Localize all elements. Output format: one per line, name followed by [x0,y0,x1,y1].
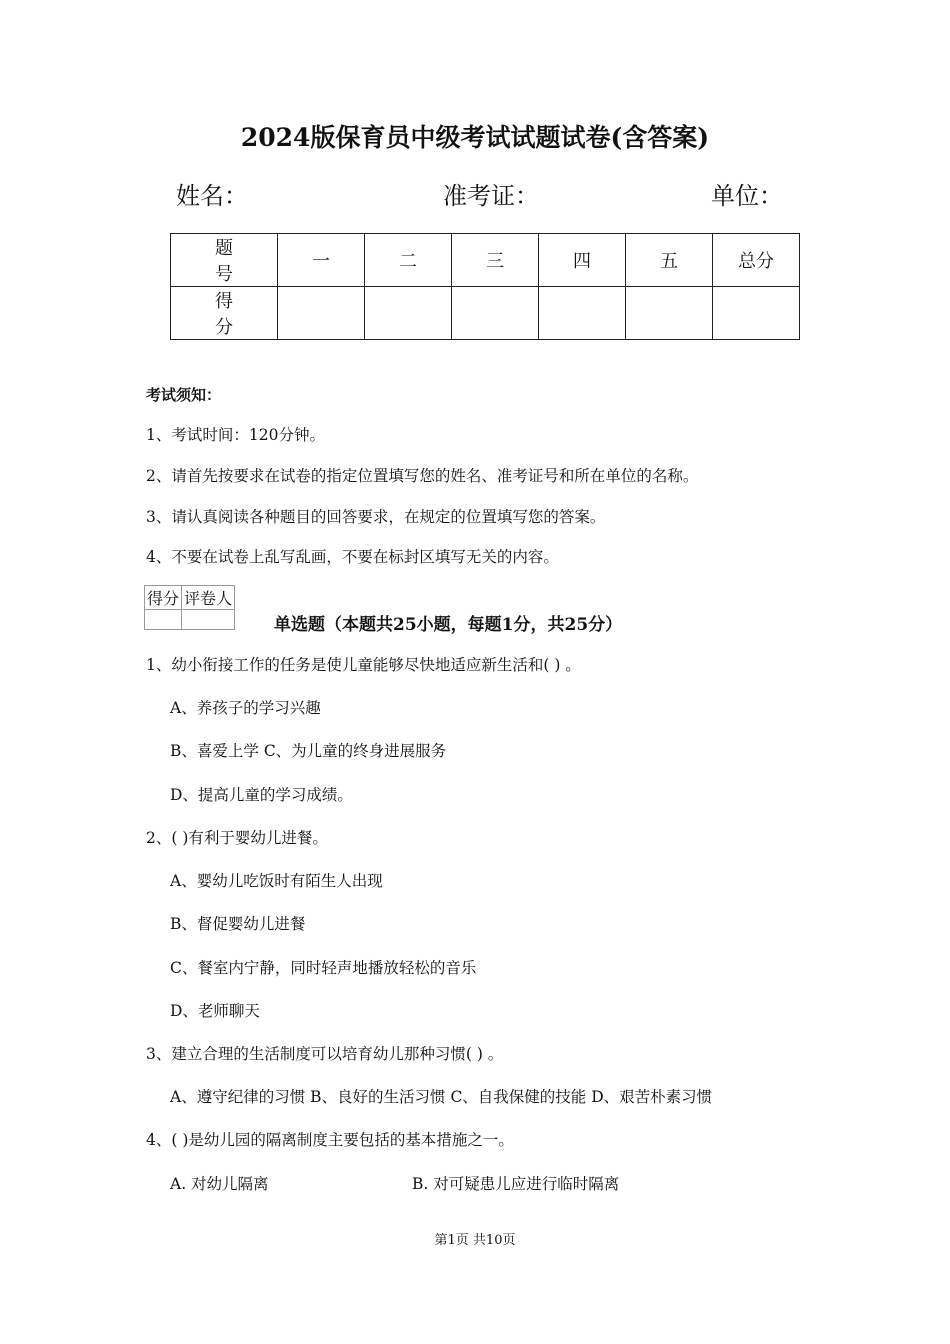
score-cell[interactable] [626,287,713,340]
score-cell[interactable] [713,287,800,340]
unit-label: 单位： [711,182,783,210]
score-header-cell: 总分 [713,234,800,287]
score-header-cell: 一 [278,234,365,287]
page-title: 2024版保育员中级考试试题试卷(含答案) [240,123,710,152]
score-header-cell: 二 [365,234,452,287]
question-stem: 1、幼小衔接工作的任务是使儿童能够尽快地适应新生活和( ) 。 [146,656,581,674]
notice-heading: 考试须知： [146,386,222,404]
score-header-cell: 三 [452,234,539,287]
section-title: 单选题（本题共25小题，每题1分，共25分） [274,615,623,635]
score-table [170,233,800,340]
question-option: A、遵守纪律的习惯 B、良好的生活习惯 C、自我保健的技能 D、艰苦朴素习惯 [170,1088,713,1106]
page-footer: 第1页 共10页 [434,1233,516,1248]
score-header-cell: 五 [626,234,713,287]
score-cell[interactable] [452,287,539,340]
notice-item: 3、请认真阅读各种题目的回答要求，在规定的位置填写您的答案。 [146,508,606,526]
question-option: C、餐室内宁静，同时轻声地播放轻松的音乐 [170,959,477,977]
score-header-cell: 四 [539,234,626,287]
grader-score-label: 得分 [145,586,182,610]
score-table-header-row [171,234,800,287]
notice-item: 2、请首先按要求在试卷的指定位置填写您的姓名、准考证号和所在单位的名称。 [146,467,699,485]
name-label: 姓名： [176,182,248,210]
question-option: B、督促婴幼儿进餐 [170,915,306,933]
question-option: D、提高儿童的学习成绩。 [170,786,353,804]
grader-name-label: 评卷人 [182,586,235,610]
score-table-score-row [171,287,800,340]
grader-score-cell[interactable] [145,610,182,630]
notice-item: 4、不要在试卷上乱写乱画，不要在标封区填写无关的内容。 [146,548,559,566]
question-stem: 2、( )有利于婴幼儿进餐。 [146,829,328,847]
question-stem: 4、( )是幼儿园的隔离制度主要包括的基本措施之一。 [146,1131,514,1149]
question-option: B、喜爱上学 C、为儿童的终身进展服务 [170,742,447,760]
question-stem: 3、建立合理的生活制度可以培育幼儿那种习惯( ) 。 [146,1045,504,1063]
question-option: A、养孩子的学习兴趣 [170,699,321,717]
grader-name-cell[interactable] [182,610,235,630]
score-cell[interactable] [278,287,365,340]
score-row-label: 得 分 [171,287,278,340]
score-cell[interactable] [539,287,626,340]
question-option: D、老师聊天 [170,1002,260,1020]
grader-table [144,585,235,630]
score-cell[interactable] [365,287,452,340]
score-header-cell: 题 号 [171,234,278,287]
notice-item: 1、考试时间：120分钟。 [146,426,325,444]
question-option: A. 对幼儿隔离 [170,1175,269,1193]
exam-id-label: 准考证： [443,182,539,210]
question-option: B. 对可疑患儿应进行临时隔离 [412,1175,620,1193]
question-option: A、婴幼儿吃饭时有陌生人出现 [170,872,383,890]
